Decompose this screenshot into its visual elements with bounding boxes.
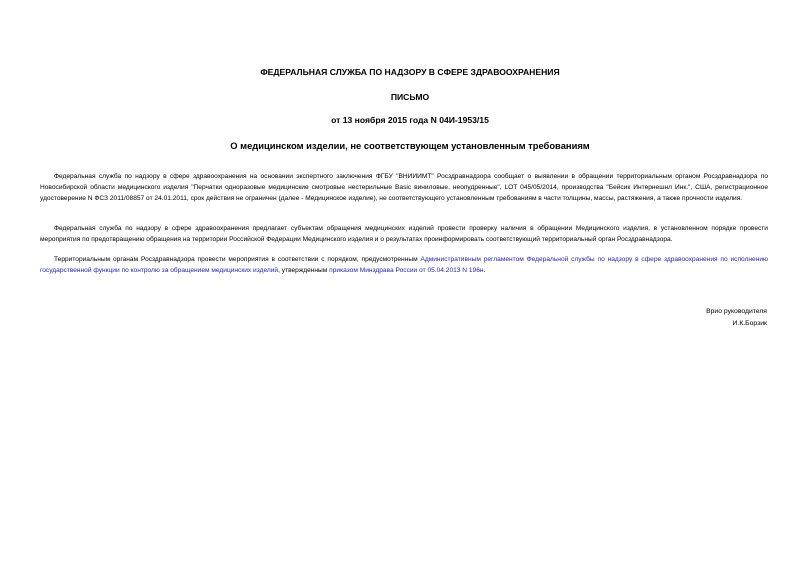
document-type: ПИСЬМО [390, 92, 430, 102]
agency-name: ФЕДЕРАЛЬНАЯ СЛУЖБА ПО НАДЗОРУ В СФЕРЕ ЗДРАВООХРАНЕНИЯ [260, 67, 560, 77]
paragraph-3-text-start: Территориальным органам Росздравнадзора провести мероприятия в соответствии с порядком, предусмотренным [54, 256, 421, 263]
order-link[interactable]: приказом Минздрава России от 05.04.2013 N 196н [329, 267, 484, 274]
regulation-link[interactable]: Административным регламентом Федеральной службы по надзору в сфере здравоохранения по исполнению государственной функции по контролю за обращением медицинских изделий [40, 256, 768, 274]
paragraph-3 [40, 254, 768, 276]
paragraph-3-text-middle: , утвержденным [278, 267, 330, 274]
document-subject: О медицинском изделии, не соответствующем установленным требованиям [230, 140, 590, 151]
signatory-name: И.К.Борзик [732, 320, 767, 327]
paragraph-1: Федеральная служба по надзору в сфере здравоохранения на основании экспертного заключения ФГБУ "ВНИИИМТ" Росздравнадзора сообщает о выявлении в обращении территориальным органом Росздравнадзора по Новосибирской области медицинского изделия "Перчатки одноразовые медицинские смотровые нестерильные Basic виниловые, неопудренные", LOT 045/05/2014, производства "Бейсик Интернешнл Инк.", США, регистрационное удостоверение N ФСЗ 2011/08857 от 24.01.2011, срок действия не ограничен (далее - Медицинское изделие), не соответствующего установленным требованиям в части толщины, массы, растяжения, а также прочности изделия. [40, 173, 768, 202]
signatory-position: Врио руководителя [706, 308, 767, 315]
document-date-number: от 13 ноября 2015 года N 04И-1953/15 [331, 115, 489, 125]
paragraph-2: Федеральная служба по надзору в сфере здравоохранения предлагает субъектам обращения медицинских изделий провести проверку наличия в обращении Медицинского изделия, в установленном порядке провести мероприятия по предотвращению обращения на территории Российской Федерации Медицинского изделия и о результатах проинформировать соответствующий территориальный орган Росздравнадзора. [40, 225, 768, 243]
paragraph-3-text-end: . [483, 267, 486, 274]
